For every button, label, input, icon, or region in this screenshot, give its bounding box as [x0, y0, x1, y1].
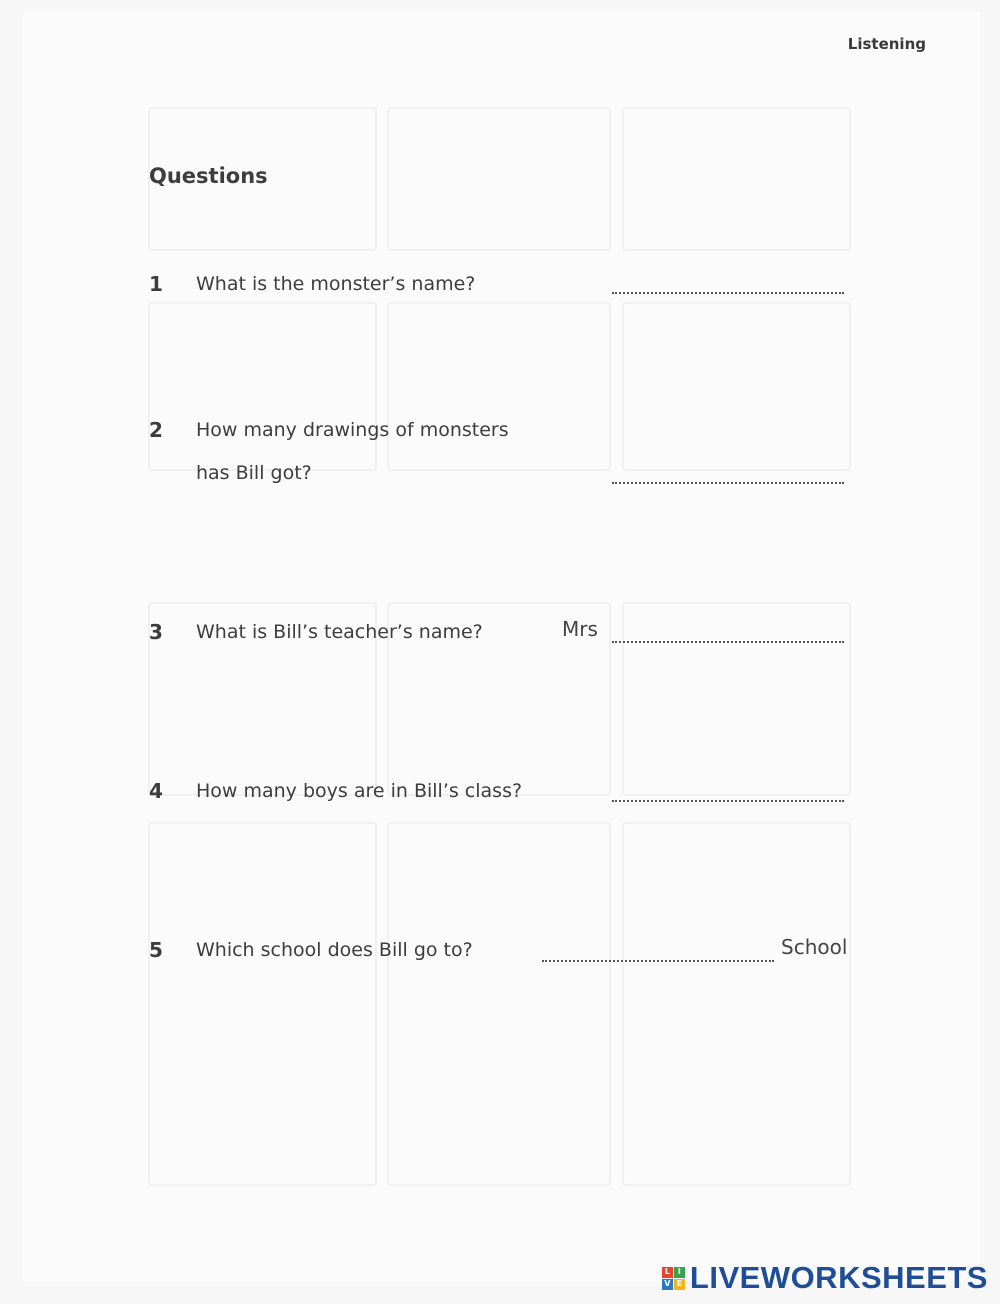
ghost-panel	[622, 822, 851, 1186]
logo-letter: L	[662, 1267, 673, 1278]
watermark-text: LIVEWORKSHEETS	[689, 1260, 988, 1295]
ghost-panel	[622, 302, 851, 471]
section-label: Listening	[847, 35, 926, 53]
answer-field[interactable]	[612, 800, 844, 802]
answer-field[interactable]	[612, 641, 844, 643]
question-number: 2	[149, 418, 163, 442]
liveworksheets-logo-icon	[662, 1267, 685, 1290]
ghost-panel	[148, 822, 377, 1186]
questions-heading: Questions	[149, 164, 268, 188]
logo-letter: V	[662, 1279, 673, 1290]
answer-field[interactable]	[612, 292, 844, 294]
ghost-panel	[622, 602, 851, 796]
ghost-panel	[387, 107, 611, 251]
question-number: 1	[149, 272, 163, 296]
worksheet-page	[22, 12, 980, 1282]
question-number: 5	[149, 938, 163, 962]
question-text: What is the monster’s name?	[196, 273, 476, 295]
question-text: What is Bill’s teacher’s name?	[196, 621, 483, 643]
question-number: 3	[149, 620, 163, 644]
question-text-line2: has Bill got?	[196, 462, 312, 484]
answer-field[interactable]	[542, 960, 774, 962]
question-number: 4	[149, 779, 163, 803]
ghost-panel	[622, 107, 851, 251]
liveworksheets-watermark	[662, 1260, 988, 1296]
ghost-panel	[387, 822, 611, 1186]
question-text: How many boys are in Bill’s class?	[196, 780, 523, 802]
logo-letter: I	[674, 1267, 685, 1278]
logo-letter: E	[674, 1279, 685, 1290]
question-text: How many drawings of monsters	[196, 419, 509, 441]
answer-suffix: School	[781, 935, 848, 959]
question-text: Which school does Bill go to?	[196, 939, 473, 961]
answer-field[interactable]	[612, 482, 844, 484]
answer-prefix: Mrs	[562, 617, 598, 641]
